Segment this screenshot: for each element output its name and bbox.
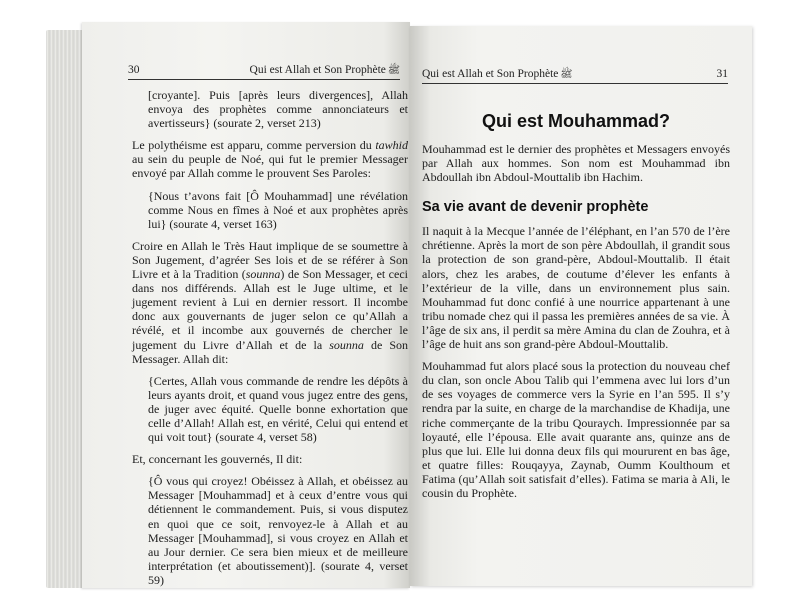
left-running-title xyxy=(250,62,400,79)
chapter-title: Qui est Mouhammad? xyxy=(481,111,670,131)
left-page-text xyxy=(132,88,408,588)
right-page-number: 31 xyxy=(716,68,728,80)
left-page xyxy=(82,22,410,588)
quote-paragraph: {Nous t’avons fait [Ô Mouhammad] une révélation comme Nous en fîmes à Noé et aux prophètes après lui} (sourate 4, verset 163) xyxy=(148,188,408,231)
body-paragraph: Le polythéisme est apparu, comme perversion du tawhid au sein du peuple de Noé, qui fut le premier Messager envoyé par Allah comme le prouvent Ses Paroles: xyxy=(132,138,408,181)
page-stack-edge xyxy=(46,30,86,588)
right-running-head xyxy=(422,66,728,82)
intro-paragraph: Mouhammad est le dernier des prophètes et Messagers envoyés par Allah aux hommes. Son nom est Mouhammad ibn Abdoullah ibn Abdoul-Mouttalib ibn Hachim. xyxy=(422,142,730,185)
italic-term: sounna xyxy=(245,267,281,282)
right-running-title xyxy=(422,66,572,83)
italic-term: tawhid xyxy=(375,138,408,153)
pbuh-glyph: ﷺ xyxy=(560,69,573,80)
right-page-text xyxy=(422,110,730,508)
italic-term: sounna xyxy=(329,337,364,352)
right-page xyxy=(410,26,752,586)
pbuh-glyph: ﷺ xyxy=(387,65,400,76)
left-header-rule xyxy=(128,79,400,80)
quote-paragraph: {Ô vous qui croyez! Obéissez à Allah, et obéissez au Messager [Mouhammad] et à ceux d’entre vous qui détiennent le commandement. Puis, si vous disputez en quoi que ce soit, renvoyez-le à Allah et au Messager [Mouhammad], si vous croyez en Allah et au Jour dernier. Ce sera bien mieux et de meilleure interprétation (et aboutissement)]. (sourate 4, verset 59) xyxy=(148,474,408,587)
left-running-title-text: Qui est Allah et Son Prophète xyxy=(249,64,386,76)
left-page-number: 30 xyxy=(128,64,140,76)
right-header-rule xyxy=(422,83,728,84)
section-title: Sa vie avant de devenir prophète xyxy=(422,199,649,216)
quote-paragraph: {Certes, Allah vous commande de rendre les dépôts à leurs ayants droit, et quand vous jugez entre des gens, de juger avec équité. Quelle bonne exhortation que celle d’Allah! Allah est, en vérité, Celui qui entend et qui voit tout} (sourate 4, verset 58) xyxy=(148,373,408,445)
body-paragraph: Mouhammad fut alors placé sous la protection du nouveau chef du clan, son oncle Abou Talib qui l’emmena avec lui lors d’un de ses voyages de commerce vers la Syrie en l’an 595. Il s’y rendra par la suite, en charge de la marchandise de Khadija, une riche commerçante de la tribu Qouraych. Impressionnée par sa loyauté, elle l’épousa. Elle avait quarante ans, quinze ans de plus que lui. Elle lui donna deux fils qui moururent en bas âge, et quatre filles: Rouqayya, Zaynab, Oumm Koulthoum et Fatima (qu’Allah soit satisfait d’elles). Fatima se maria à Ali, le cousin du Prophète. xyxy=(422,359,730,500)
quote-paragraph: [croyante]. Puis [après leurs divergences], Allah envoya des prophètes comme annonciateurs et avertisseurs} (sourate 2, verset 213) xyxy=(148,88,408,131)
body-paragraph: Il naquit à la Mecque l’année de l’éléphant, en l’an 570 de l’ère chrétienne. Après la mort de son père Abdoullah, il grandit sous la protection de son grand-père, Abdoul-Mouttalib. Il était alors, chez les arabes, de coutume d’élever les enfants à l’extérieur de la ville, dans un environnement plus sain. Mouhammad fut donc confié à une nourrice appartenant à une tribu nomade chez qui il passa les premières années de sa vie. À l’âge de six ans, il perdit sa mère Amina du clan de Zouhra, et à l’âge de huit ans son grand-père Abdoul-Mouttalib. xyxy=(422,224,730,352)
left-running-head xyxy=(128,62,400,78)
body-paragraph: Croire en Allah le Très Haut implique de se soumettre à Son Jugement, d’agréer Ses lois et de se référer à Son Livre et à la Tradition (sounna) de Son Messager, et ceci dans nos différends. Allah est le Juge ultime, et le jugement revient à Lui en dernier ressort. Il incombe donc aux gouvernants de juger selon ce qu’Allah a révélé, et il incombe aux gouvernés de chercher le jugement du Livre d’Allah et de la sounna de Son Messager. Allah dit: xyxy=(132,238,409,366)
body-paragraph: Et, concernant les gouvernés, Il dit: xyxy=(132,452,303,467)
right-running-title-text: Qui est Allah et Son Prophète xyxy=(422,68,559,80)
